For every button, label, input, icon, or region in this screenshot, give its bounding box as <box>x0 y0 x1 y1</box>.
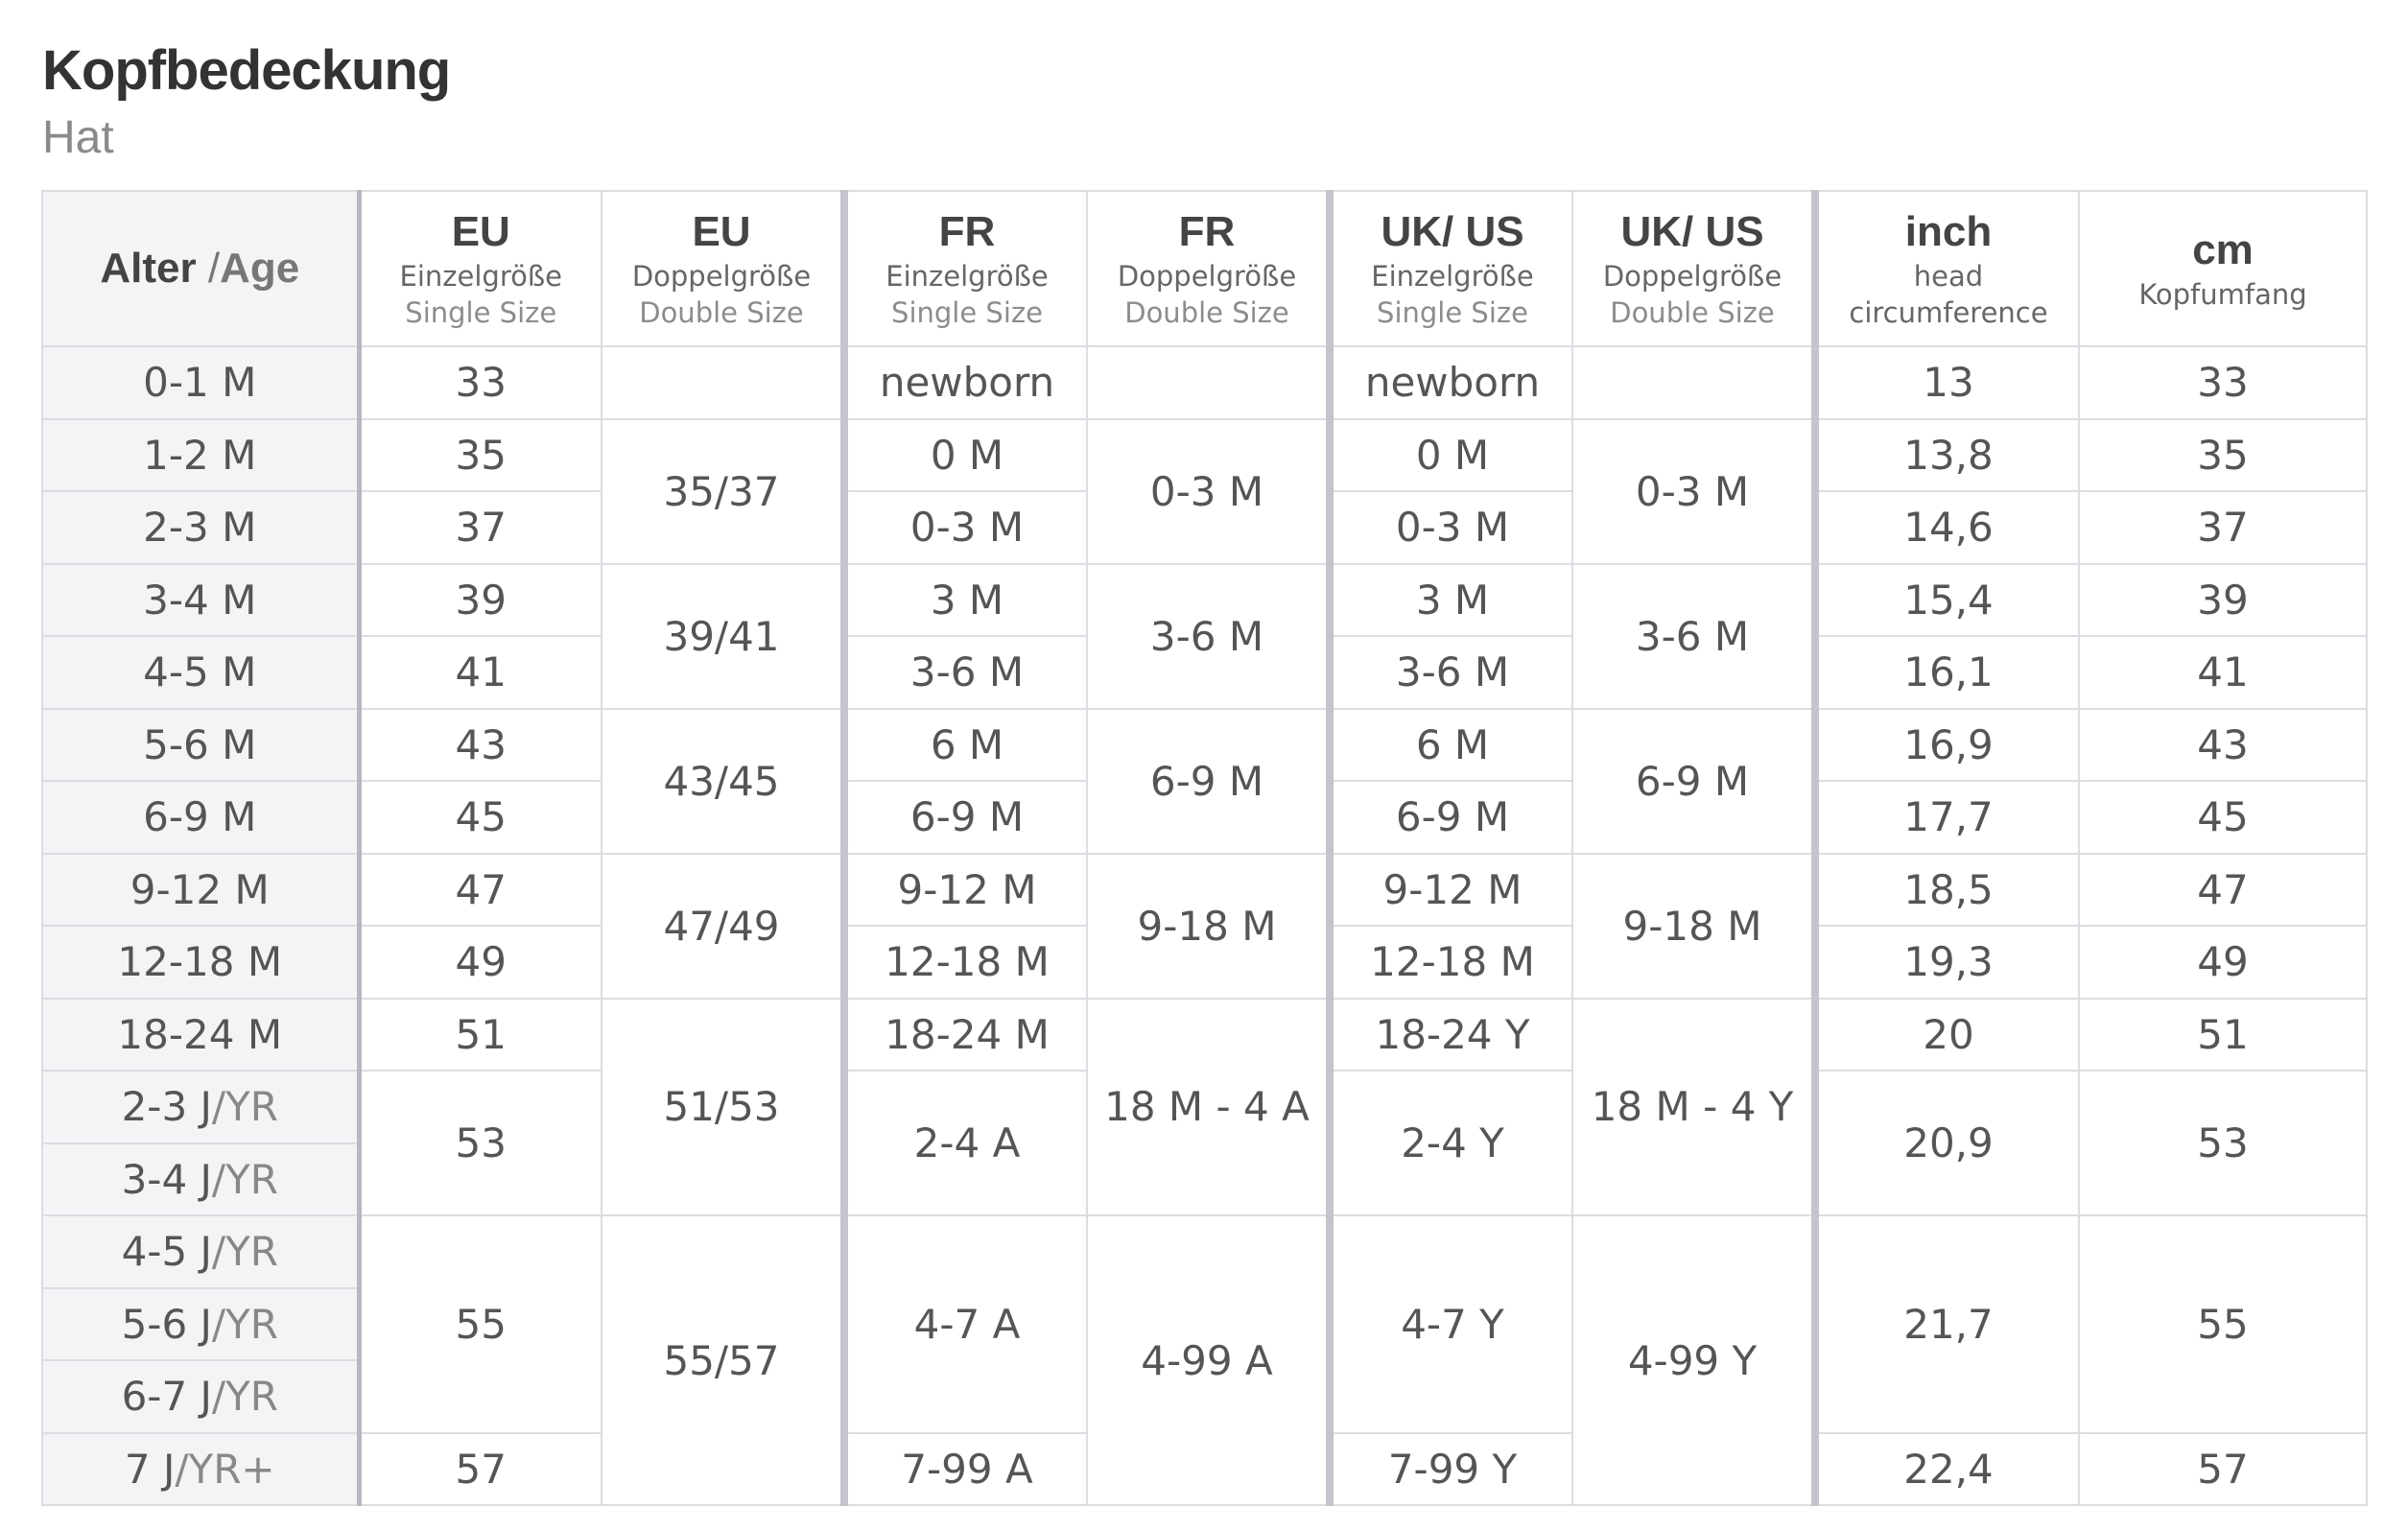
fr-single-cell: 0 M <box>844 419 1087 492</box>
cm-cell: 51 <box>2079 999 2367 1072</box>
age-header-separator: / <box>207 245 221 292</box>
inch-cell: 14,6 <box>1815 491 2079 564</box>
column-header-eu-double <box>602 191 844 346</box>
column-label-en: Double Size <box>1610 296 1775 329</box>
column-label-de: Doppelgröße <box>1117 260 1297 293</box>
column-label-line1: head <box>1913 260 1984 293</box>
fr-single-cell: 2-4 A <box>844 1071 1087 1215</box>
age-cell: 18-24 M <box>42 999 359 1072</box>
us-double-cell: 3-6 M <box>1572 564 1815 709</box>
column-header-fr-double <box>1087 191 1330 346</box>
column-code: EU <box>692 208 751 255</box>
column-code: UK/ US <box>1381 208 1524 255</box>
cm-cell: 53 <box>2079 1071 2367 1215</box>
age-cell: 3-4 J/YR <box>42 1143 359 1216</box>
fr-double-cell: 4-99 A <box>1087 1215 1330 1505</box>
column-label-de: Einzelgröße <box>399 260 562 293</box>
page-subtitle: Hat <box>42 112 114 163</box>
cm-cell: 45 <box>2079 781 2367 854</box>
column-code: FR <box>938 208 996 255</box>
inch-cell: 13 <box>1815 346 2079 419</box>
age-cell: 6-7 J/YR <box>42 1360 359 1433</box>
us-single-cell: newborn <box>1330 346 1572 419</box>
us-single-cell: 6-9 M <box>1330 781 1572 854</box>
column-header-cm <box>2079 191 2367 346</box>
age-cell: 5-6 J/YR <box>42 1288 359 1361</box>
inch-cell: 15,4 <box>1815 564 2079 637</box>
inch-cell: 16,9 <box>1815 709 2079 782</box>
inch-cell: 20 <box>1815 999 2079 1072</box>
age-cell: 9-12 M <box>42 854 359 927</box>
size-table <box>41 190 2368 1506</box>
us-double-cell: 9-18 M <box>1572 854 1815 999</box>
column-code: inch <box>1904 208 1993 255</box>
column-header-us-single <box>1330 191 1572 346</box>
cm-cell: 49 <box>2079 926 2367 999</box>
eu-single-cell: 45 <box>359 781 602 854</box>
column-code: cm <box>2192 226 2254 273</box>
eu-double-cell: 47/49 <box>602 854 844 999</box>
us-double-cell: 0-3 M <box>1572 419 1815 564</box>
inch-cell: 13,8 <box>1815 419 2079 492</box>
eu-double-cell: 35/37 <box>602 419 844 564</box>
inch-cell: 17,7 <box>1815 781 2079 854</box>
cm-cell: 39 <box>2079 564 2367 637</box>
column-code: EU <box>451 208 510 255</box>
us-double-cell: 4-99 Y <box>1572 1215 1815 1505</box>
fr-single-cell: 7-99 A <box>844 1433 1087 1506</box>
fr-single-cell: 3 M <box>844 564 1087 637</box>
table-row <box>42 854 2367 927</box>
eu-single-cell: 53 <box>359 1071 602 1215</box>
inch-cell: 20,9 <box>1815 1071 2079 1215</box>
age-column-header <box>42 191 359 346</box>
eu-double-cell: 39/41 <box>602 564 844 709</box>
inch-cell: 19,3 <box>1815 926 2079 999</box>
eu-double-cell <box>602 346 844 419</box>
us-single-cell: 0 M <box>1330 419 1572 492</box>
eu-single-cell: 49 <box>359 926 602 999</box>
column-label-line1: Kopfumfang <box>2138 278 2307 311</box>
age-cell: 12-18 M <box>42 926 359 999</box>
fr-double-cell: 3-6 M <box>1087 564 1330 709</box>
age-cell: 7 J/YR+ <box>42 1433 359 1506</box>
fr-single-cell: 0-3 M <box>844 491 1087 564</box>
eu-double-cell: 43/45 <box>602 709 844 854</box>
us-double-cell: 6-9 M <box>1572 709 1815 854</box>
fr-double-cell: 0-3 M <box>1087 419 1330 564</box>
age-cell: 4-5 J/YR <box>42 1215 359 1288</box>
column-header-inch <box>1815 191 2079 346</box>
cm-cell: 37 <box>2079 491 2367 564</box>
inch-cell: 16,1 <box>1815 636 2079 709</box>
us-single-cell: 7-99 Y <box>1330 1433 1572 1506</box>
fr-single-cell: 3-6 M <box>844 636 1087 709</box>
fr-double-cell: 6-9 M <box>1087 709 1330 854</box>
inch-cell: 18,5 <box>1815 854 2079 927</box>
fr-single-cell: 4-7 A <box>844 1215 1087 1433</box>
us-single-cell: 4-7 Y <box>1330 1215 1572 1433</box>
table-row <box>42 1215 2367 1288</box>
page-title: Kopfbedeckung <box>42 39 451 102</box>
age-header-de: Alter <box>100 245 197 292</box>
fr-single-cell: 9-12 M <box>844 854 1087 927</box>
age-header-en: Age <box>220 245 300 292</box>
age-cell: 3-4 M <box>42 564 359 637</box>
age-cell: 5-6 M <box>42 709 359 782</box>
cm-cell: 33 <box>2079 346 2367 419</box>
fr-double-cell <box>1087 346 1330 419</box>
column-header-fr-single <box>844 191 1087 346</box>
column-label-de: Doppelgröße <box>1602 260 1782 293</box>
age-cell: 0-1 M <box>42 346 359 419</box>
eu-double-cell: 55/57 <box>602 1215 844 1505</box>
fr-single-cell: 18-24 M <box>844 999 1087 1072</box>
table-row <box>42 999 2367 1072</box>
column-header-eu-single <box>359 191 602 346</box>
inch-cell: 22,4 <box>1815 1433 2079 1506</box>
eu-single-cell: 51 <box>359 999 602 1072</box>
cm-cell: 35 <box>2079 419 2367 492</box>
column-label-de: Einzelgröße <box>885 260 1049 293</box>
eu-single-cell: 39 <box>359 564 602 637</box>
us-single-cell: 6 M <box>1330 709 1572 782</box>
cm-cell: 41 <box>2079 636 2367 709</box>
us-single-cell: 3 M <box>1330 564 1572 637</box>
fr-double-cell: 18 M - 4 A <box>1087 999 1330 1216</box>
fr-single-cell: 6 M <box>844 709 1087 782</box>
column-code: UK/ US <box>1620 208 1764 255</box>
cm-cell: 47 <box>2079 854 2367 927</box>
us-single-cell: 0-3 M <box>1330 491 1572 564</box>
column-label-en: Single Size <box>1377 296 1528 329</box>
fr-single-cell: newborn <box>844 346 1087 419</box>
age-cell: 1-2 M <box>42 419 359 492</box>
eu-single-cell: 57 <box>359 1433 602 1506</box>
us-single-cell: 12-18 M <box>1330 926 1572 999</box>
cm-cell: 55 <box>2079 1215 2367 1433</box>
age-cell: 2-3 J/YR <box>42 1071 359 1143</box>
table-row <box>42 564 2367 637</box>
fr-single-cell: 6-9 M <box>844 781 1087 854</box>
column-label-en: Single Size <box>891 296 1043 329</box>
inch-cell: 21,7 <box>1815 1215 2079 1433</box>
column-header-us-double <box>1572 191 1815 346</box>
age-cell: 2-3 M <box>42 491 359 564</box>
us-single-cell: 9-12 M <box>1330 854 1572 927</box>
fr-single-cell: 12-18 M <box>844 926 1087 999</box>
eu-single-cell: 33 <box>359 346 602 419</box>
column-label-en: Double Size <box>639 296 804 329</box>
cm-cell: 43 <box>2079 709 2367 782</box>
table-row <box>42 419 2367 492</box>
fr-double-cell: 9-18 M <box>1087 854 1330 999</box>
eu-single-cell: 55 <box>359 1215 602 1433</box>
eu-single-cell: 43 <box>359 709 602 782</box>
eu-single-cell: 47 <box>359 854 602 927</box>
age-cell: 6-9 M <box>42 781 359 854</box>
header-row <box>42 191 2367 346</box>
us-double-cell: 18 M - 4 Y <box>1572 999 1815 1216</box>
cm-cell: 57 <box>2079 1433 2367 1506</box>
table-row <box>42 709 2367 782</box>
table-row <box>42 346 2367 419</box>
eu-single-cell: 41 <box>359 636 602 709</box>
column-label-en: Double Size <box>1124 296 1289 329</box>
column-label-en: Single Size <box>405 296 557 329</box>
age-cell: 4-5 M <box>42 636 359 709</box>
column-code: FR <box>1178 208 1236 255</box>
us-double-cell <box>1572 346 1815 419</box>
eu-double-cell: 51/53 <box>602 999 844 1216</box>
us-single-cell: 3-6 M <box>1330 636 1572 709</box>
eu-single-cell: 35 <box>359 419 602 492</box>
eu-single-cell: 37 <box>359 491 602 564</box>
us-single-cell: 18-24 Y <box>1330 999 1572 1072</box>
us-single-cell: 2-4 Y <box>1330 1071 1572 1215</box>
column-label-de: Einzelgröße <box>1371 260 1534 293</box>
column-label-de: Doppelgröße <box>631 260 812 293</box>
column-label-line2: circumference <box>1849 296 2048 329</box>
